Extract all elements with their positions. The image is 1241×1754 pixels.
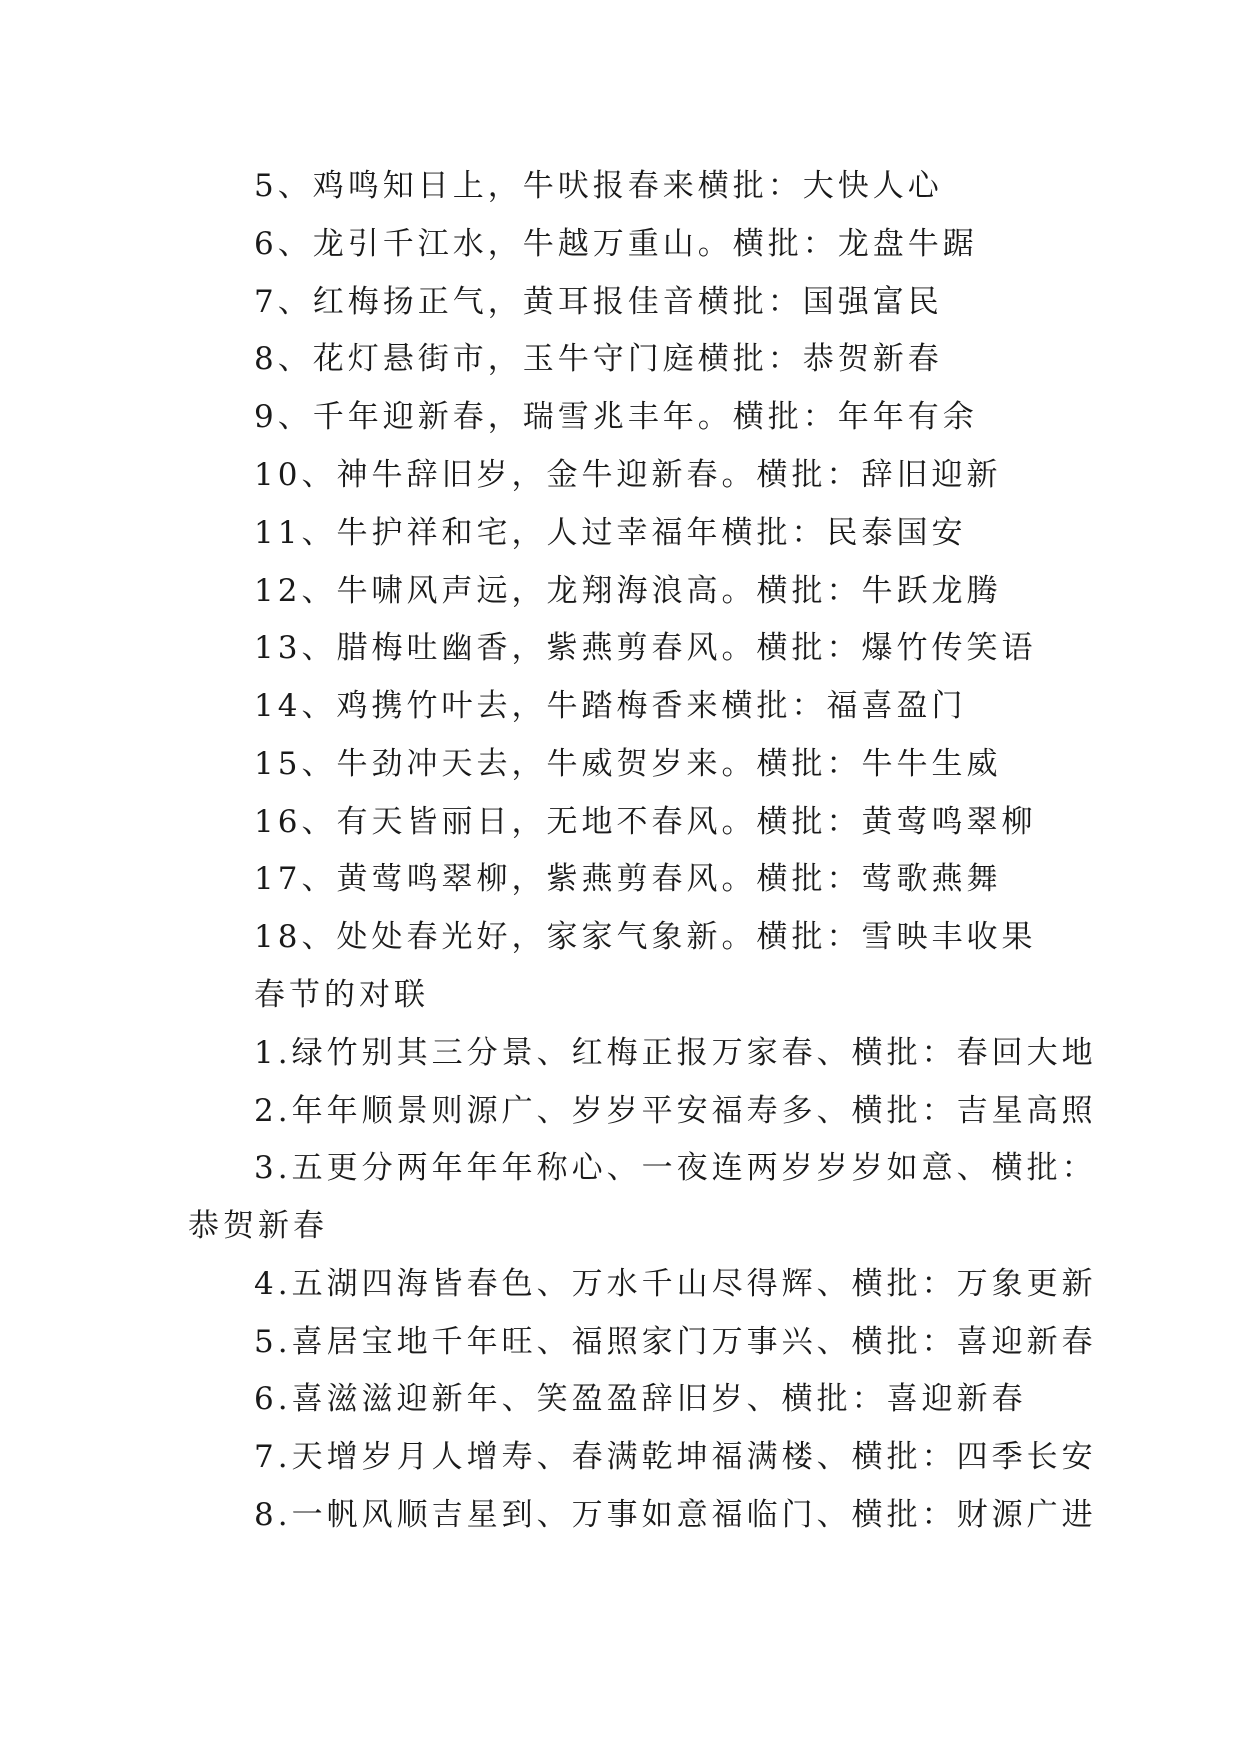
couplet-item-4: 4.五湖四海皆春色、万水千山尽得辉、横批：万象更新	[254, 1266, 1097, 1302]
couplet-line-13: 13、腊梅吐幽香，紫燕剪春风。横批：爆竹传笑语	[254, 630, 1037, 666]
couplet-item-6: 6.喜滋滋迎新年、笑盈盈辞旧岁、横批：喜迎新春	[254, 1381, 1027, 1417]
couplet-item-3: 3.五更分两年年年称心、一夜连两岁岁岁如意、横批：	[254, 1150, 1097, 1186]
couplet-line-14: 14、鸡携竹叶去，牛踏梅香来横批：福喜盈门	[254, 688, 967, 724]
couplet-line-6: 6、龙引千江水，牛越万重山。横批：龙盘牛踞	[254, 226, 978, 262]
couplet-item-3-continuation: 恭贺新春	[188, 1208, 328, 1244]
couplet-line-17: 17、黄莺鸣翠柳，紫燕剪春风。横批：莺歌燕舞	[254, 861, 1002, 897]
couplet-item-7: 7.天增岁月人增寿、春满乾坤福满楼、横批：四季长安	[254, 1439, 1097, 1475]
couplet-line-18: 18、处处春光好，家家气象新。横批：雪映丰收果	[254, 919, 1037, 955]
couplet-item-8: 8.一帆风顺吉星到、万事如意福临门、横批：财源广进	[254, 1497, 1097, 1533]
couplet-item-1: 1.绿竹别其三分景、红梅正报万家春、横批：春回大地	[254, 1035, 1097, 1071]
couplet-line-10: 10、神牛辞旧岁，金牛迎新春。横批：辞旧迎新	[254, 457, 1002, 493]
couplet-line-9: 9、千年迎新春，瑞雪兆丰年。横批：年年有余	[254, 399, 978, 435]
couplet-line-5: 5、鸡鸣知日上，牛吠报春来横批：大快人心	[254, 168, 943, 204]
couplet-line-8: 8、花灯悬街市，玉牛守门庭横批：恭贺新春	[254, 341, 943, 377]
section-heading: 春节的对联	[254, 977, 429, 1013]
couplet-line-11: 11、牛护祥和宅，人过幸福年横批：民泰国安	[254, 515, 967, 551]
couplet-line-15: 15、牛劲冲天去，牛威贺岁来。横批：牛牛生威	[254, 746, 1002, 782]
couplet-item-2: 2.年年顺景则源广、岁岁平安福寿多、横批：吉星高照	[254, 1093, 1097, 1129]
couplet-line-12: 12、牛啸风声远，龙翔海浪高。横批：牛跃龙腾	[254, 573, 1002, 609]
couplet-line-16: 16、有天皆丽日，无地不春风。横批：黄莺鸣翠柳	[254, 804, 1037, 840]
couplet-line-7: 7、红梅扬正气，黄耳报佳音横批：国强富民	[254, 284, 943, 320]
couplet-item-5: 5.喜居宝地千年旺、福照家门万事兴、横批：喜迎新春	[254, 1324, 1097, 1360]
